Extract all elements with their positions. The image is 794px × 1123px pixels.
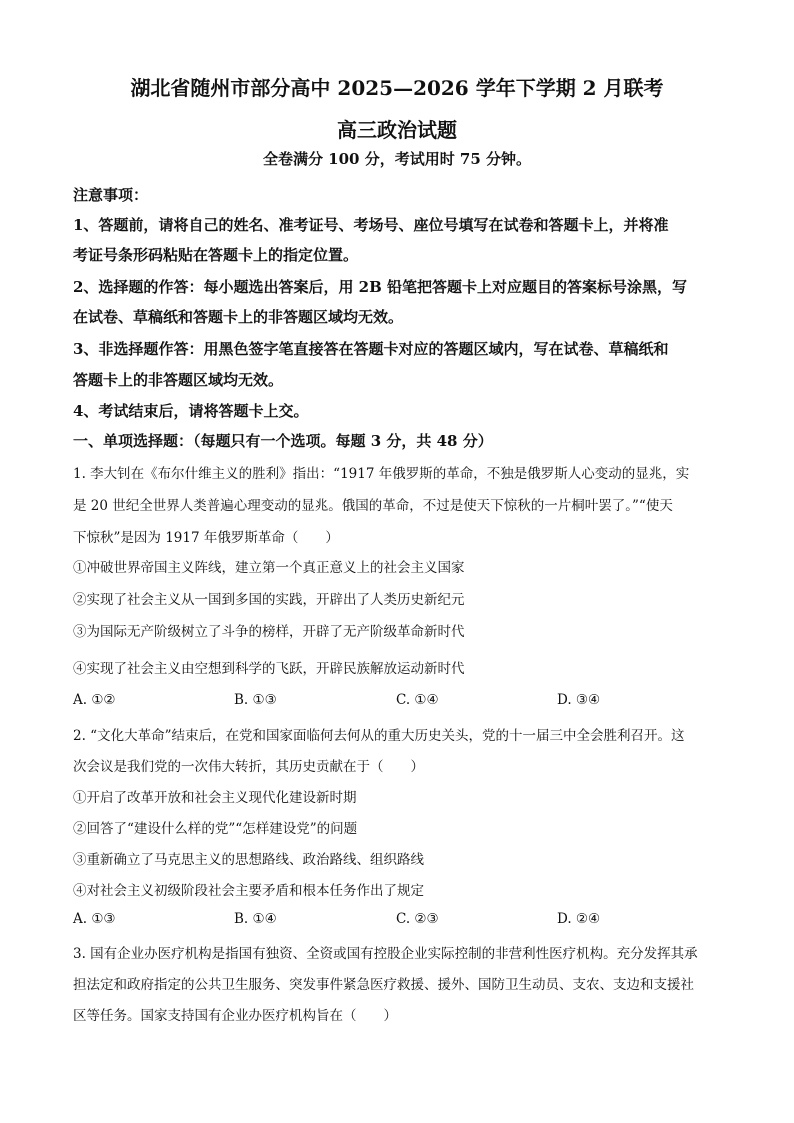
exam-subtitle: 高三政治试题 bbox=[337, 118, 457, 142]
q2-option-a: A. ①③ bbox=[73, 911, 116, 927]
q1-statement-3: ③为国际无产阶级树立了斗争的榜样，开辟了无产阶级革命新时代 bbox=[73, 624, 465, 640]
q1-stem-line-3: 下惊秋”是因为 1917 年俄罗斯革命（ ） bbox=[73, 530, 339, 546]
notice-item-3-line-1: 3、非选择题作答：用黑色签字笔直接答在答题卡对应的答题区域内，写在试卷、草稿纸和 bbox=[73, 340, 669, 358]
q1-stem-line-2: 是 20 世纪全世界人类普遍心理变动的显兆。俄国的革命，不过是使天下惊秋的一片桐叶罢了。”“使天 bbox=[73, 498, 673, 514]
score-note: 全卷满分 100 分，考试用时 75 分钟。 bbox=[262, 150, 532, 168]
q1-statement-1: ①冲破世界帝国主义阵线，建立第一个真正意义上的社会主义国家 bbox=[73, 560, 465, 576]
section-heading: 一、单项选择题：（每题只有一个选项。每题 3 分，共 48 分） bbox=[73, 432, 493, 450]
q3-stem-line-3: 区等任务。国家支持国有企业办医疗机构旨在（ ） bbox=[73, 1008, 397, 1024]
q2-statement-1: ①开启了改革开放和社会主义现代化建设新时期 bbox=[73, 790, 357, 806]
q1-option-c: C. ①④ bbox=[396, 692, 439, 708]
q1-option-d: D. ③④ bbox=[557, 692, 601, 708]
notice-heading: 注意事项： bbox=[73, 186, 149, 204]
notice-item-2-line-2: 在试卷、草稿纸和答题卡上的非答题区域均无效。 bbox=[73, 308, 404, 326]
q2-option-d: D. ②④ bbox=[557, 911, 601, 927]
q2-option-b: B. ①④ bbox=[234, 911, 277, 927]
notice-item-3-line-2: 答题卡上的非答题区域均无效。 bbox=[73, 371, 284, 389]
q1-option-a: A. ①② bbox=[73, 692, 116, 708]
q2-option-c: C. ②③ bbox=[396, 911, 439, 927]
exam-title: 湖北省随州市部分高中 2025—2026 学年下学期 2 月联考 bbox=[130, 76, 664, 100]
q2-stem-line-2: 次会议是我们党的一次伟大转折，其历史贡献在于（ ） bbox=[73, 759, 424, 775]
q1-stem-line-1: 1. 李大钊在《布尔什维主义的胜利》指出：“1917 年俄罗斯的革命，不独是俄罗斯人心变动的显兆，实 bbox=[73, 466, 690, 482]
notice-item-4: 4、考试结束后，请将答题卡上交。 bbox=[73, 402, 309, 420]
q2-statement-3: ③重新确立了马克思主义的思想路线、政治路线、组织路线 bbox=[73, 852, 424, 868]
notice-item-2-line-1: 2、选择题的作答：每小题选出答案后，用 2B 铅笔把答题卡上对应题目的答案标号涂黑，写 bbox=[73, 278, 688, 296]
q1-statement-4: ④实现了社会主义由空想到科学的飞跃，开辟民族解放运动新时代 bbox=[73, 661, 465, 677]
q1-statement-2: ②实现了社会主义从一国到多国的实践，开辟出了人类历史新纪元 bbox=[73, 592, 465, 608]
q3-stem-line-2: 担法定和政府指定的公共卫生服务、突发事件紧急医疗救援、援外、国防卫生动员、支农、支边和支援社 bbox=[73, 977, 694, 993]
q2-statement-2: ②回答了“建设什么样的党”“怎样建设党”的问题 bbox=[73, 821, 358, 837]
q2-stem-line-1: 2. “文化大革命”结束后，在党和国家面临何去何从的重大历史关头，党的十一届三中全会胜利召开。这 bbox=[73, 728, 685, 744]
notice-item-1-line-2: 考证号条形码粘贴在答题卡上的指定位置。 bbox=[73, 246, 359, 264]
q2-statement-4: ④对社会主义初级阶段社会主要矛盾和根本任务作出了规定 bbox=[73, 883, 424, 899]
q1-option-b: B. ①③ bbox=[234, 692, 277, 708]
notice-item-1-line-1: 1、答题前，请将自己的姓名、准考证号、考场号、座位号填写在试卷和答题卡上，并将准 bbox=[73, 216, 669, 234]
q3-stem-line-1: 3. 国有企业办医疗机构是指国有独资、全资或国有控股企业实际控制的非营利性医疗机构。充分发挥其承 bbox=[73, 946, 698, 962]
